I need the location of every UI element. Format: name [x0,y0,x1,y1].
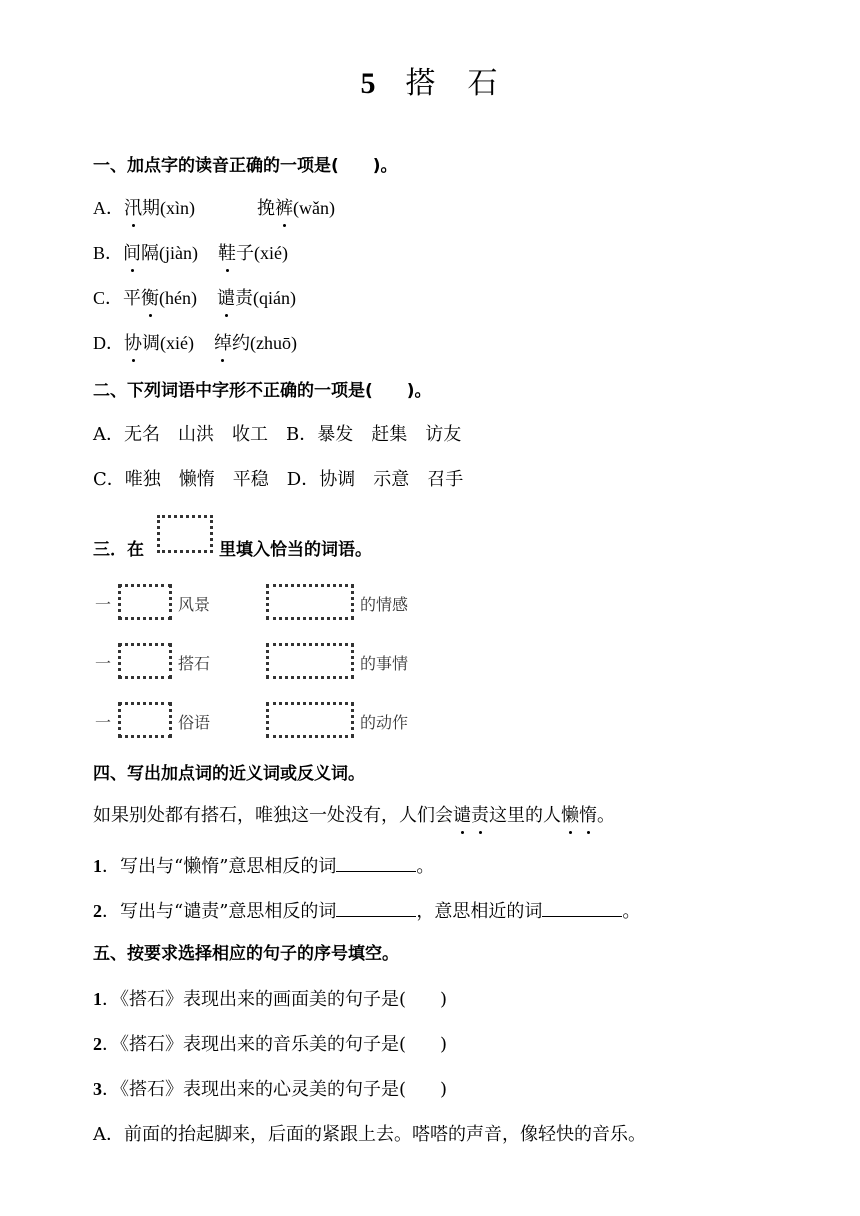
right-label-2: 的事情 [360,654,409,673]
q3-heading-start: 三．在 [93,540,144,560]
fill-box-2[interactable] [266,584,354,620]
fill-box-5[interactable] [118,702,172,738]
q5-item-2: 2．《搭石》表现出来的音乐美的句子是( ) [93,1034,448,1055]
q1-option-b: B．间隔(jiàn) 鞋子(xié) [93,243,288,264]
q3-heading-end: 里填入恰当的词语。 [219,540,372,560]
q4-heading: 四、写出加点词的近义词或反义词。 [93,764,365,784]
left-label-2: 搭石 [178,654,211,673]
page-title [0,58,860,102]
q1-option-a: A．汛期(xìn) 挽裤(wǎn) [93,198,335,219]
title-char-1: 搭 [405,66,438,101]
left-label-1: 风景 [178,595,211,614]
inline-example-box [157,515,213,553]
q2-heading: 二、下列词语中字形不正确的一项是( )。 [93,381,432,401]
q4-sentence: 如果别处都有搭石，唯独这一处没有，人们会谴责这里的人懒惰。 [93,805,615,826]
q5-heading: 五、按要求选择相应的句子的序号填空。 [93,944,399,964]
q1-option-d: D．协调(xié) 绰约(zhuō) [93,333,297,354]
q5-item-1: 1．《搭石》表现出来的画面美的句子是( ) [93,989,448,1010]
q5-option-a: A．前面的抬起脚来，后面的紧跟上去。嗒嗒的声音，像轻快的音乐。 [93,1124,646,1145]
q1-option-c: C．平衡(hén) 谴责(qián) [93,288,296,309]
fill-box-6[interactable] [266,702,354,738]
q4-item-1: 1．写出与“懒惰”意思相反的词 。 [93,853,434,879]
q2-line-1: A．无名 山洪 收工 B．暴发 赶集 访友 [93,424,462,445]
lesson-number: 5 [360,67,378,100]
answer-blank-2[interactable] [336,898,416,917]
yi-label-2: 一 [95,654,112,673]
yi-label-3: 一 [95,713,112,732]
right-label-3: 的动作 [360,713,409,732]
left-label-3: 俗语 [178,713,211,732]
q2-line-2: C．唯独 懒惰 平稳 D．协调 示意 召手 [93,469,464,490]
fill-box-3[interactable] [118,643,172,679]
fill-box-1[interactable] [118,584,172,620]
q4-item-2: 2．写出与“谴责”意思相反的词 ，意思相近的词 。 [93,898,640,924]
q5-item-3: 3．《搭石》表现出来的心灵美的句子是( ) [93,1079,448,1100]
answer-blank-3[interactable] [542,898,622,917]
title-char-2: 石 [467,66,500,101]
right-label-1: 的情感 [360,595,409,614]
q1-heading: 一、加点字的读音正确的一项是( )。 [93,156,398,176]
yi-label-1: 一 [95,595,112,614]
answer-blank-1[interactable] [336,853,416,872]
fill-box-4[interactable] [266,643,354,679]
